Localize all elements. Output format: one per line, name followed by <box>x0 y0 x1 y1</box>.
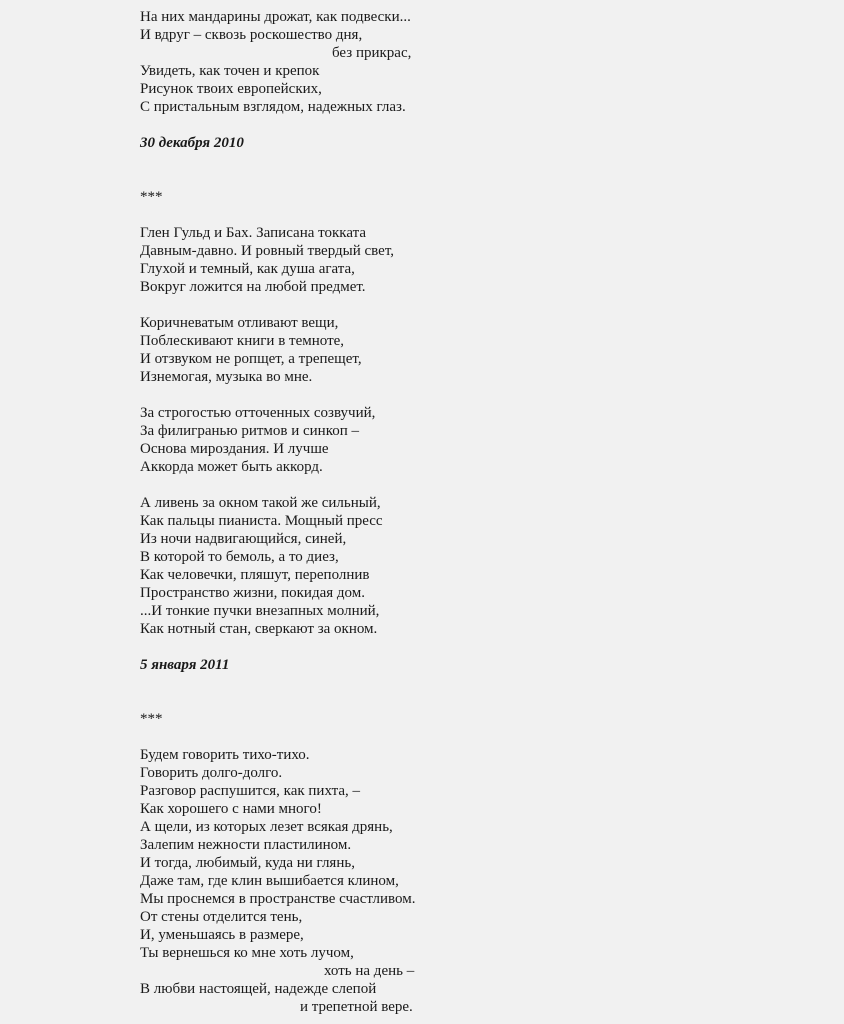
poem-line: Залепим нежности пластилином. <box>140 837 352 853</box>
poem-line: За филигранью ритмов и синкоп – <box>140 423 360 439</box>
poem-line: С пристальным взглядом, надежных глаз. <box>140 99 406 115</box>
poem-line: Пространство жизни, покидая дом. <box>140 585 365 601</box>
stanza <box>140 494 820 638</box>
poem-line: Даже там, где клин вышибается клином, <box>140 873 399 889</box>
poem-line: А ливень за окном такой же сильный, <box>140 495 381 511</box>
poem-line: Увидеть, как точен и крепок <box>140 63 320 79</box>
poem-separator: *** <box>140 189 163 205</box>
poem-date: 30 декабря 2010 <box>140 135 244 151</box>
poem-line: И вдруг – сквозь роскошество дня, <box>140 27 363 43</box>
stanza <box>140 314 820 386</box>
poem-separator: *** <box>140 711 163 727</box>
poem-line: А щели, из которых лезет всякая дрянь, <box>140 819 393 835</box>
poem-line: Ты вернешься ко мне хоть лучом, <box>140 945 354 961</box>
poem-line: Рисунок твоих европейских, <box>140 81 322 97</box>
poem-line: Говорить долго-долго. <box>140 765 283 781</box>
poem-line-indented: хоть на день – <box>324 963 415 979</box>
poem-line: Глухой и темный, как душа агата, <box>140 261 355 277</box>
poem-line: Вокруг ложится на любой предмет. <box>140 279 366 295</box>
poem-line: И отзвуком не ропщет, а трепещет, <box>140 351 362 367</box>
poem-date: 5 января 2011 <box>140 657 230 673</box>
poem-line-indented: без прикрас, <box>332 45 412 61</box>
poem-line: Как хорошего с нами много! <box>140 801 322 817</box>
poem-line: ...И тонкие пучки внезапных молний, <box>140 603 380 619</box>
document-page <box>140 8 820 1016</box>
poem-line: И, уменьшаясь в размере, <box>140 927 304 943</box>
poem-line: Из ночи надвигающийся, синей, <box>140 531 347 547</box>
poem-line: Поблескивают книги в темноте, <box>140 333 345 349</box>
poem-line: Как пальцы пианиста. Мощный пресс <box>140 513 383 529</box>
poem-line: За строгостью отточенных созвучий, <box>140 405 376 421</box>
poem-line: Будем говорить тихо-тихо. <box>140 747 310 763</box>
poem-3 <box>140 710 820 1016</box>
poem-line: От стены отделится тень, <box>140 909 303 925</box>
poem-line: Основа мироздания. И лучше <box>140 441 329 457</box>
poem-line: Как человечки, пляшут, переполнив <box>140 567 370 583</box>
poem-line: Как нотный стан, сверкают за окном. <box>140 621 378 637</box>
stanza <box>140 404 820 476</box>
poem-1-ending <box>140 8 820 152</box>
poem-line: Разговор распушится, как пихта, – <box>140 783 360 799</box>
poem-line: Аккорда может быть аккорд. <box>140 459 323 475</box>
poem-line: Давным-давно. И ровный твердый свет, <box>140 243 394 259</box>
poem-line: Коричневатым отливают вещи, <box>140 315 339 331</box>
poem-line: Изнемогая, музыка во мне. <box>140 369 313 385</box>
poem-line: В любви настоящей, надежде слепой <box>140 981 377 997</box>
poem-line: Мы проснемся в пространстве счастливом. <box>140 891 416 907</box>
stanza <box>140 224 820 296</box>
poem-line: В которой то бемоль, а то диез, <box>140 549 339 565</box>
poem-line: Глен Гульд и Бах. Записана токката <box>140 225 366 241</box>
poem-line-indented: и трепетной вере. <box>300 999 413 1015</box>
poem-line: На них мандарины дрожат, как подвески... <box>140 9 411 25</box>
poem-line: И тогда, любимый, куда ни глянь, <box>140 855 355 871</box>
poem-2 <box>140 188 820 674</box>
